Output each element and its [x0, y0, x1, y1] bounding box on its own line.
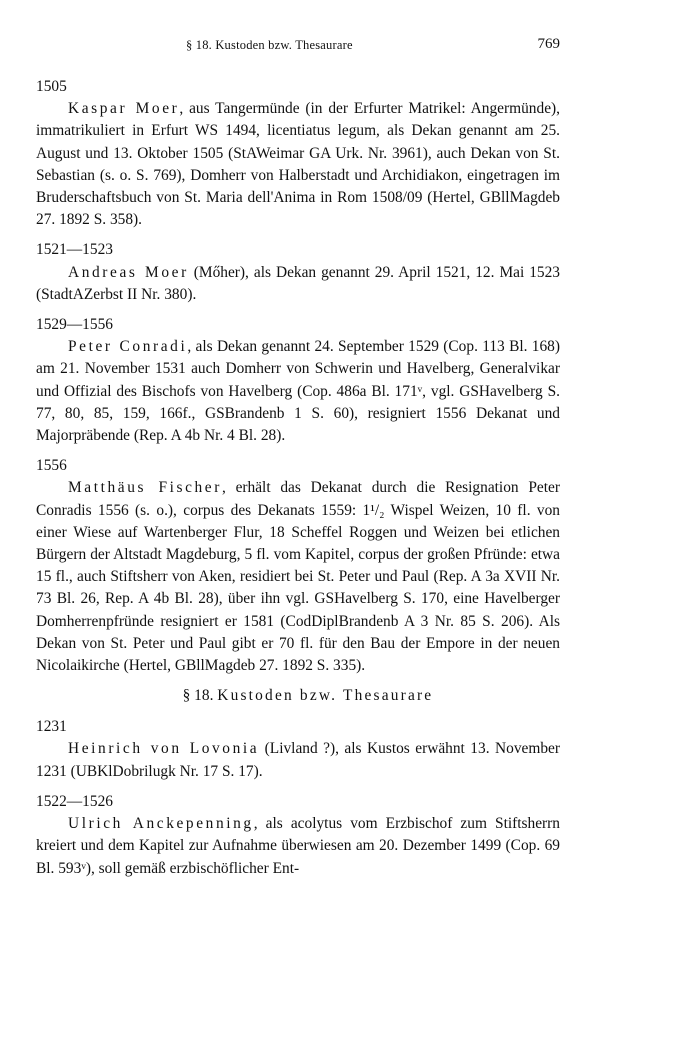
- entry-date: 1529—1556: [36, 316, 113, 334]
- entry-text: [36, 738, 560, 782]
- entry-matthaeus-fischer: [36, 455, 560, 677]
- section-title: Kustoden bzw. Thesaurare: [217, 687, 434, 705]
- entry-peter-conradi: [36, 314, 560, 447]
- entry-heinrich-von-lovonia: [36, 716, 560, 783]
- entry-text: [36, 336, 560, 447]
- entry-date: 1505: [36, 78, 67, 95]
- entry-text: [36, 813, 560, 880]
- page-body: [36, 76, 560, 888]
- entry-kaspar-moer: [36, 76, 560, 231]
- entry-body: (Mőher), als Dekan genannt 29. April 1521, 12. Mai 1523 (StadtAZerbst II Nr. 380).: [36, 263, 560, 303]
- entry-date: 1521—1523: [36, 241, 113, 259]
- section-number: § 18.: [182, 687, 214, 705]
- entry-ulrich-anckepenning: [36, 791, 560, 880]
- person-name: Ulrich Anckepenning: [68, 815, 254, 833]
- running-head: [36, 38, 560, 58]
- section-heading: [36, 685, 560, 707]
- entry-body: , aus Tangermünde (in der Erfurter Matrikel: Angermünde), immatrikuliert in Erfurt WS 1494, licentiatus legum, als Dekan genannt am 25. August und 13. Oktober 1505 (StAWeimar GA Urk. Nr. 3961), auch Dekan von St. Sebastian (s. o. S. 769), Domherr von Halberstadt und Archidiakon, eingetragen im Bruderschaftsbuch von St. Maria dell'Anima in Rom 1508/09 (Hertel, GBllMagdeb 27. 1892 S. 358).: [36, 100, 560, 229]
- running-title: § 18. Kustoden bzw. Thesaurare: [186, 38, 353, 52]
- entry-text: [36, 262, 560, 306]
- person-name: Heinrich von Lovonia: [68, 740, 260, 758]
- person-name: Kaspar Moer: [68, 100, 180, 118]
- entry-text: [36, 98, 560, 231]
- entry-body: , als Dekan genannt 24. September 1529 (Cop. 113 Bl. 168) am 21. November 1531 auch Domherr von Schwerin und Havelberg, Generalvikar und Offizial des Bischofs von Havelberg (Cop. 486a Bl. 171ᵛ, vgl. GSHavelberg S. 77, 80, 85, 159, 166f., GSBrandenb 1 S. 60), resigniert 1556 Dekanat und Majorpräbende (Rep. A 4b Nr. 4 Bl. 28).: [36, 338, 561, 445]
- page-number: 769: [537, 36, 560, 52]
- person-name: Andreas Moer: [68, 263, 189, 281]
- person-name: Matthäus Fischer: [68, 479, 222, 497]
- entry-body: , erhält das Dekanat durch die Resignation Peter Conradis 1556 (s. o.), corpus des Dekanats 1559: 1¹/₂ Wispel Weizen, 10 fl. von einer Wiese auf Wartenberger Flur, 18 Scheffel Roggen und Weizen bei etlichen Bürgern der Altstadt Magdeburg, 5 fl. vom Kapitel, corpus der großen Pfründe: etwa 15 fl., auch Stiftsherr von Aken, residiert bei St. Peter und Paul (Rep. A 3a XVII Nr. 73 Bl. 26, Rep. A 4b Bl. 28), über ihn vgl. GSHavelberg S. 170, eine Havelberger Domherrenpfründe resigniert er 1581 (CodDiplBrandenb A 3 Nr. 85 S. 206). Als Dekan von St. Peter und Paul gibt er 70 fl. für den Bau der Empore in der neuen Nicolaikirche (Hertel, GBllMagdeb 27. 1892 S. 335).: [36, 479, 560, 675]
- entry-date: 1522—1526: [36, 792, 113, 810]
- entry-date: 1556: [36, 457, 67, 475]
- entry-body: , als acolytus vom Erzbischof zum Stiftsherrn kreiert und dem Kapitel zur Aufnahme überwiesen am 20. Dezember 1499 (Cop. 69 Bl. 593ᵛ), soll gemäß erzbischöflicher Ent-: [36, 815, 560, 877]
- entry-andreas-moer: [36, 239, 560, 306]
- entry-date: 1231: [36, 718, 67, 736]
- entry-text: [36, 477, 560, 677]
- entry-body: (Livland ?), als Kustos erwähnt 13. November 1231 (UBKlDobrilugk Nr. 17 S. 17).: [36, 740, 560, 780]
- person-name: Peter Conradi: [68, 338, 188, 356]
